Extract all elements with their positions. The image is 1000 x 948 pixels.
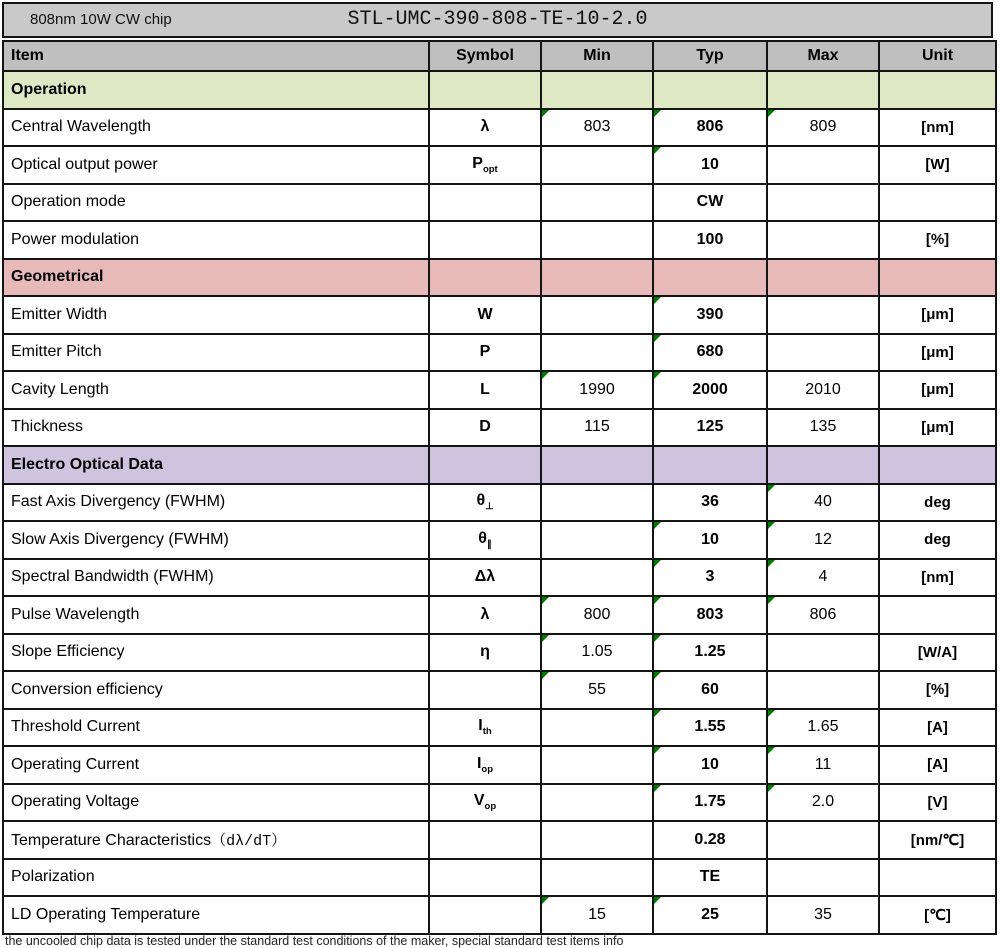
unit-cell: [μm] xyxy=(879,334,996,372)
item-cell: Spectral Bandwidth (FWHM) xyxy=(3,559,429,597)
section-empty-cell xyxy=(879,71,996,109)
symbol-cell: W xyxy=(429,296,541,334)
min-cell xyxy=(541,296,653,334)
symbol-cell xyxy=(429,184,541,222)
max-cell: 11 xyxy=(767,746,879,784)
table-row xyxy=(3,484,996,522)
section-row xyxy=(3,446,996,484)
max-cell xyxy=(767,634,879,672)
unit-cell: [μm] xyxy=(879,409,996,447)
table-row xyxy=(3,559,996,597)
section-empty-cell xyxy=(653,71,767,109)
max-cell: 12 xyxy=(767,521,879,559)
max-cell: 806 xyxy=(767,596,879,634)
symbol-cell: Δλ xyxy=(429,559,541,597)
unit-cell: [V] xyxy=(879,784,996,822)
unit-cell: [W/A] xyxy=(879,634,996,672)
typ-cell: 1.25 xyxy=(653,634,767,672)
max-cell xyxy=(767,184,879,222)
min-cell xyxy=(541,821,653,859)
section-row xyxy=(3,71,996,109)
min-cell xyxy=(541,221,653,259)
item-cell: Cavity Length xyxy=(3,371,429,409)
typ-cell: 1.55 xyxy=(653,709,767,747)
section-empty-cell xyxy=(653,446,767,484)
min-cell xyxy=(541,559,653,597)
max-cell: 40 xyxy=(767,484,879,522)
table-row xyxy=(3,671,996,709)
max-cell xyxy=(767,221,879,259)
min-cell xyxy=(541,334,653,372)
typ-cell: 10 xyxy=(653,746,767,784)
symbol-cell xyxy=(429,859,541,897)
unit-cell xyxy=(879,184,996,222)
max-cell: 2.0 xyxy=(767,784,879,822)
unit-cell xyxy=(879,859,996,897)
typ-cell: 125 xyxy=(653,409,767,447)
footnote-clipped-text: the uncooled chip data is tested under the standard test conditions of the maker, special standard test items info xyxy=(5,934,624,948)
item-cell: Slope Efficiency xyxy=(3,634,429,672)
min-cell xyxy=(541,184,653,222)
item-cell: Power modulation xyxy=(3,221,429,259)
typ-cell: 1.75 xyxy=(653,784,767,822)
item-cell: Fast Axis Divergency (FWHM) xyxy=(3,484,429,522)
symbol-cell: $P_{opt}$ xyxy=(429,146,541,184)
header-row xyxy=(3,41,996,71)
typ-cell: 60 xyxy=(653,671,767,709)
item-cell: LD Operating Temperature xyxy=(3,896,429,934)
column-header-min: Min xyxy=(541,41,653,71)
item-cell: Operation mode xyxy=(3,184,429,222)
section-empty-cell xyxy=(879,259,996,297)
table-row xyxy=(3,634,996,672)
symbol-cell: $V_{op}$ xyxy=(429,784,541,822)
section-empty-cell xyxy=(767,446,879,484)
typ-cell: 0.28 xyxy=(653,821,767,859)
table-row xyxy=(3,746,996,784)
column-header-typ: Typ xyxy=(653,41,767,71)
symbol-cell: D xyxy=(429,409,541,447)
typ-cell: 390 xyxy=(653,296,767,334)
symbol-cell: $\theta_\perp$ xyxy=(429,484,541,522)
section-empty-cell xyxy=(767,71,879,109)
typ-cell: 2000 xyxy=(653,371,767,409)
symbol-cell: $I_{th}$ xyxy=(429,709,541,747)
table-row xyxy=(3,371,996,409)
typ-cell: 803 xyxy=(653,596,767,634)
max-cell: 2010 xyxy=(767,371,879,409)
unit-cell: deg xyxy=(879,521,996,559)
table-row xyxy=(3,184,996,222)
item-suffix: （dλ/dT） xyxy=(211,833,287,851)
section-empty-cell xyxy=(541,446,653,484)
typ-cell: 10 xyxy=(653,521,767,559)
min-cell xyxy=(541,784,653,822)
section-empty-cell xyxy=(653,259,767,297)
min-cell xyxy=(541,146,653,184)
symbol-cell: λ xyxy=(429,596,541,634)
item-cell: Thickness xyxy=(3,409,429,447)
unit-cell xyxy=(879,596,996,634)
typ-cell: 806 xyxy=(653,109,767,147)
typ-cell: 36 xyxy=(653,484,767,522)
table-row xyxy=(3,521,996,559)
table-row xyxy=(3,784,996,822)
section-empty-cell xyxy=(429,446,541,484)
table-row xyxy=(3,221,996,259)
table-row xyxy=(3,896,996,934)
table-row xyxy=(3,859,996,897)
section-empty-cell xyxy=(879,446,996,484)
unit-cell: [μm] xyxy=(879,371,996,409)
item-cell: Optical output power xyxy=(3,146,429,184)
symbol-cell xyxy=(429,221,541,259)
symbol-cell: $I_{op}$ xyxy=(429,746,541,784)
section-empty-cell xyxy=(429,259,541,297)
max-cell: 4 xyxy=(767,559,879,597)
max-cell xyxy=(767,334,879,372)
unit-cell: [℃] xyxy=(879,896,996,934)
section-empty-cell xyxy=(541,259,653,297)
symbol-cell xyxy=(429,821,541,859)
symbol-subscript: th xyxy=(482,726,492,738)
table-row xyxy=(3,109,996,147)
unit-cell: [μm] xyxy=(879,296,996,334)
section-label: Operation xyxy=(3,71,429,109)
max-cell xyxy=(767,146,879,184)
symbol-cell: $\theta_\parallel$ xyxy=(429,521,541,559)
section-empty-cell xyxy=(541,71,653,109)
item-cell: Pulse Wavelength xyxy=(3,596,429,634)
item-cell: Central Wavelength xyxy=(3,109,429,147)
typ-cell: TE xyxy=(653,859,767,897)
max-cell xyxy=(767,821,879,859)
column-header-unit: Unit xyxy=(879,41,996,71)
symbol-cell xyxy=(429,896,541,934)
spec-table-body xyxy=(3,71,996,934)
item-cell: Temperature Characteristics（dλ/dT） xyxy=(3,821,429,859)
symbol-subscript: op xyxy=(484,801,497,813)
symbol-subscript: ∥ xyxy=(486,538,492,550)
max-cell: 135 xyxy=(767,409,879,447)
column-header-max: Max xyxy=(767,41,879,71)
item-cell: Threshold Current xyxy=(3,709,429,747)
model-number: STL-UMC-390-808-TE-10-2.0 xyxy=(347,8,648,31)
typ-cell: 3 xyxy=(653,559,767,597)
item-cell: Operating Current xyxy=(3,746,429,784)
section-empty-cell xyxy=(767,259,879,297)
symbol-cell: η xyxy=(429,634,541,672)
min-cell: 55 xyxy=(541,671,653,709)
column-header-item: Item xyxy=(3,41,429,71)
max-cell xyxy=(767,296,879,334)
min-cell xyxy=(541,746,653,784)
table-row xyxy=(3,821,996,859)
min-cell: 1.05 xyxy=(541,634,653,672)
typ-cell: CW xyxy=(653,184,767,222)
min-cell: 803 xyxy=(541,109,653,147)
min-cell xyxy=(541,521,653,559)
typ-cell: 100 xyxy=(653,221,767,259)
unit-cell: [W] xyxy=(879,146,996,184)
spec-table-header xyxy=(3,41,996,71)
symbol-subscript: ⊥ xyxy=(485,501,494,513)
max-cell: 35 xyxy=(767,896,879,934)
min-cell xyxy=(541,484,653,522)
spec-table xyxy=(2,40,997,935)
item-cell: Emitter Pitch xyxy=(3,334,429,372)
chip-description-label: 808nm 10W CW chip xyxy=(30,11,172,28)
unit-cell: [A] xyxy=(879,746,996,784)
typ-cell: 680 xyxy=(653,334,767,372)
unit-cell: [A] xyxy=(879,709,996,747)
item-cell: Operating Voltage xyxy=(3,784,429,822)
section-label: Geometrical xyxy=(3,259,429,297)
symbol-cell: λ xyxy=(429,109,541,147)
min-cell: 115 xyxy=(541,409,653,447)
table-row xyxy=(3,596,996,634)
table-row xyxy=(3,296,996,334)
item-cell: Conversion efficiency xyxy=(3,671,429,709)
symbol-cell xyxy=(429,671,541,709)
symbol-subscript: op xyxy=(481,763,494,775)
min-cell: 1990 xyxy=(541,371,653,409)
min-cell: 800 xyxy=(541,596,653,634)
symbol-cell: L xyxy=(429,371,541,409)
item-cell: Polarization xyxy=(3,859,429,897)
section-row xyxy=(3,259,996,297)
table-row xyxy=(3,409,996,447)
unit-cell: [%] xyxy=(879,671,996,709)
unit-cell: [nm] xyxy=(879,559,996,597)
unit-cell: [nm/℃] xyxy=(879,821,996,859)
title-band xyxy=(2,2,993,38)
max-cell xyxy=(767,859,879,897)
max-cell: 809 xyxy=(767,109,879,147)
typ-cell: 10 xyxy=(653,146,767,184)
min-cell: 15 xyxy=(541,896,653,934)
unit-cell: [%] xyxy=(879,221,996,259)
min-cell xyxy=(541,709,653,747)
max-cell: 1.65 xyxy=(767,709,879,747)
unit-cell: deg xyxy=(879,484,996,522)
item-cell: Slow Axis Divergency (FWHM) xyxy=(3,521,429,559)
section-empty-cell xyxy=(429,71,541,109)
column-header-symbol: Symbol xyxy=(429,41,541,71)
min-cell xyxy=(541,859,653,897)
typ-cell: 25 xyxy=(653,896,767,934)
table-row xyxy=(3,146,996,184)
symbol-cell: P xyxy=(429,334,541,372)
symbol-subscript: opt xyxy=(482,163,498,175)
item-cell: Emitter Width xyxy=(3,296,429,334)
table-row xyxy=(3,709,996,747)
max-cell xyxy=(767,671,879,709)
section-label: Electro Optical Data xyxy=(3,446,429,484)
unit-cell: [nm] xyxy=(879,109,996,147)
table-row xyxy=(3,334,996,372)
